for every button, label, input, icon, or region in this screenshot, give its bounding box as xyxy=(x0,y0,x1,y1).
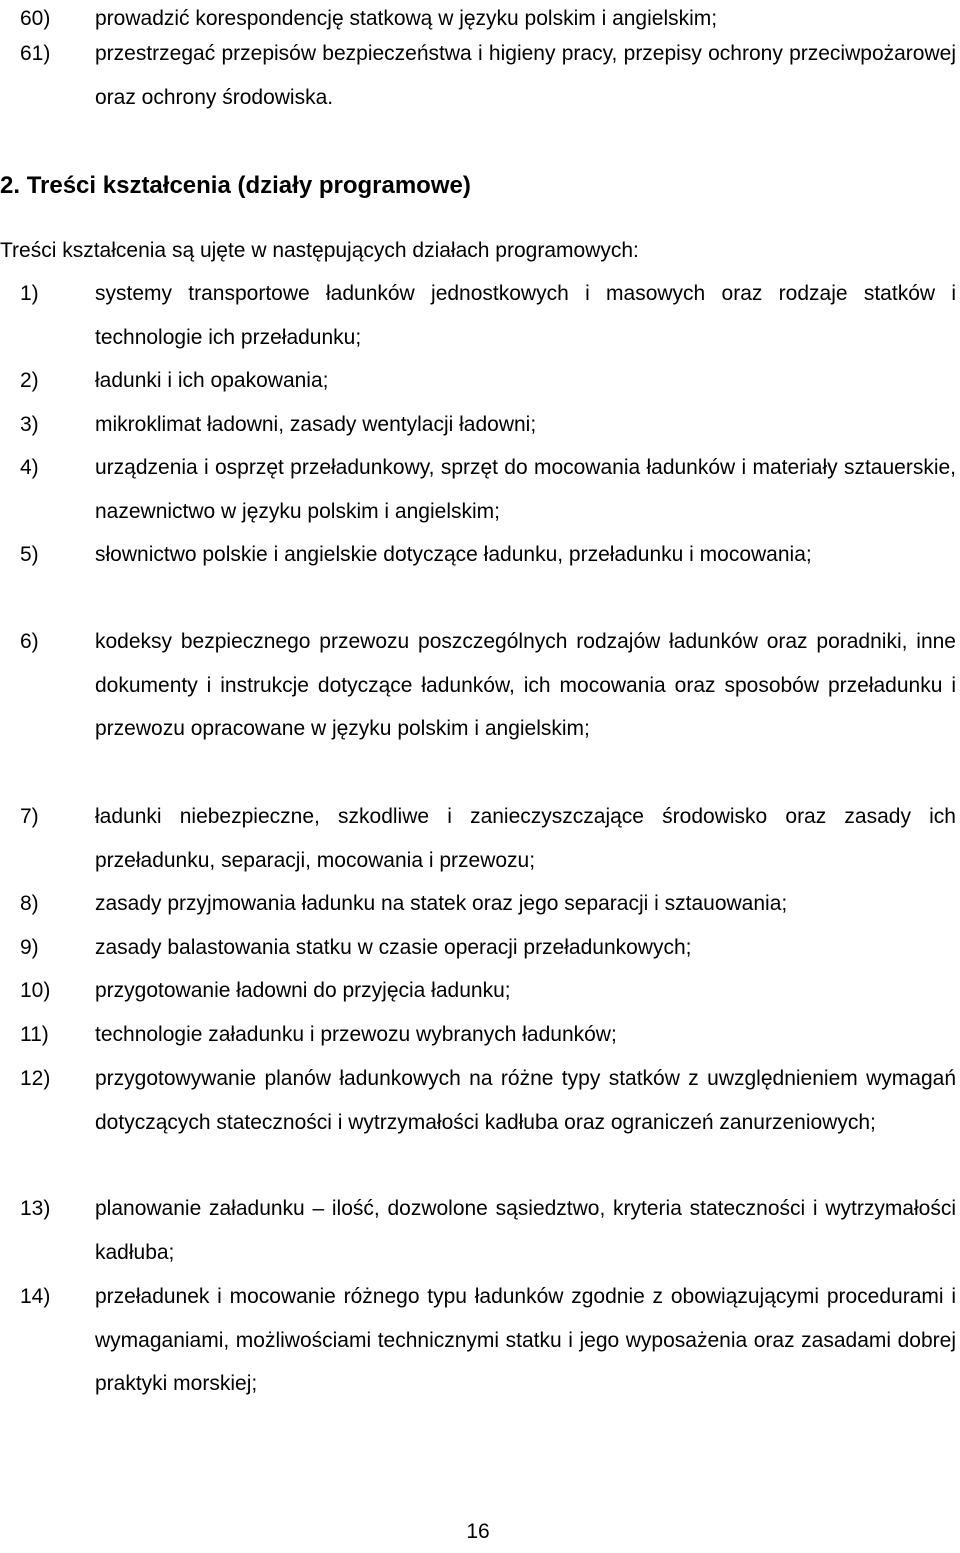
list-item-number: 61) xyxy=(20,42,51,65)
list-item xyxy=(0,926,956,970)
list-item-text: zasady przyjmowania ładunku na statek oraz jego separacji i sztauowania; xyxy=(95,892,788,915)
list-item-number: 8) xyxy=(20,892,39,915)
list-item xyxy=(0,359,956,403)
list-item-text: ładunki i ich opakowania; xyxy=(95,369,329,392)
list-item-text: prowadzić korespondencję statkową w języku polskim i angielskim; xyxy=(95,7,718,30)
list-item-text: urządzenia i osprzęt przeładunkowy, sprzęt do mocowania ładunków i materiały sztauerskie, nazewnictwo w języku polskim i angielskim; xyxy=(95,456,956,523)
section-intro: Treści kształcenia są ujęte w następujących działach programowych: xyxy=(0,239,639,262)
list-item-number: 1) xyxy=(20,282,39,305)
list-item xyxy=(0,1275,956,1406)
list-item xyxy=(0,882,956,926)
section-number: 2. xyxy=(0,172,21,199)
list-item-number: 5) xyxy=(20,543,39,566)
list-item-number: 3) xyxy=(20,413,39,436)
list-item-text: zasady balastowania statku w czasie operacji przeładunkowych; xyxy=(95,936,692,959)
list-item-number: 2) xyxy=(20,369,39,392)
list-item-text: przygotowywanie planów ładunkowych na różne typy statków z uwzględnieniem wymagań dotyczących stateczności i wytrzymałości kadłuba oraz ograniczeń zanurzeniowych; xyxy=(95,1067,956,1134)
list-item xyxy=(0,1057,956,1144)
list-item-text: przeładunek i mocowanie różnego typu ładunków zgodnie z obowiązującymi procedurami i wymaganiami, możliwościami technicznymi statku i jego wyposażenia oraz zasadami dobrej praktyki morskiej; xyxy=(95,1285,956,1396)
list-item xyxy=(0,969,956,1013)
list-item xyxy=(0,1013,956,1057)
list-item xyxy=(0,32,956,119)
list-item-text: systemy transportowe ładunków jednostkowych i masowych oraz rodzaje statków i technologie ich przeładunku; xyxy=(95,282,956,349)
list-item-text: planowanie załadunku – ilość, dozwolone sąsiedztwo, kryteria stateczności i wytrzymałości kadłuba; xyxy=(95,1197,956,1264)
list-item xyxy=(0,1187,956,1274)
list-item-number: 4) xyxy=(20,456,39,479)
section-title: Treści kształcenia (działy programowe) xyxy=(26,172,471,199)
list-item-number: 60) xyxy=(20,7,51,30)
list-item-number: 6) xyxy=(20,630,39,653)
list-item-text: przygotowanie ładowni do przyjęcia ładunku; xyxy=(95,979,511,1002)
list-item xyxy=(0,446,956,533)
list-item-text: słownictwo polskie i angielskie dotyczące ładunku, przeładunku i mocowania; xyxy=(95,543,812,566)
list-item-number: 10) xyxy=(20,979,51,1002)
list-item-number: 7) xyxy=(20,805,39,828)
list-item xyxy=(0,620,956,751)
list-item-text: przestrzegać przepisów bezpieczeństwa i higieny pracy, przepisy ochrony przeciwpożarowej oraz ochrony środowiska. xyxy=(95,42,956,109)
list-item-text: kodeksy bezpiecznego przewozu poszczególnych rodzajów ładunków oraz poradniki, inne dokumenty i instrukcje dotyczące ładunków, ich mocowania oraz sposobów przeładunku i przewozu opracowane w języku polskim i angielskim; xyxy=(95,630,956,741)
list-item xyxy=(0,795,956,882)
list-item xyxy=(0,272,956,359)
page-number: 16 xyxy=(466,1520,490,1543)
list-item-text: mikroklimat ładowni, zasady wentylacji ładowni; xyxy=(95,413,537,436)
list-item xyxy=(0,403,956,447)
list-item-text: ładunki niebezpieczne, szkodliwe i zanieczyszczające środowisko oraz zasady ich przeładunku, separacji, mocowania i przewozu; xyxy=(95,805,956,872)
list-item-number: 9) xyxy=(20,936,39,959)
list-item-text: technologie załadunku i przewozu wybranych ładunków; xyxy=(95,1023,617,1046)
list-item-number: 14) xyxy=(20,1285,51,1308)
list-item xyxy=(0,533,956,577)
list-item-number: 11) xyxy=(20,1023,49,1046)
section-heading xyxy=(0,164,471,208)
list-item-number: 13) xyxy=(20,1197,51,1220)
list-item-number: 12) xyxy=(20,1067,51,1090)
